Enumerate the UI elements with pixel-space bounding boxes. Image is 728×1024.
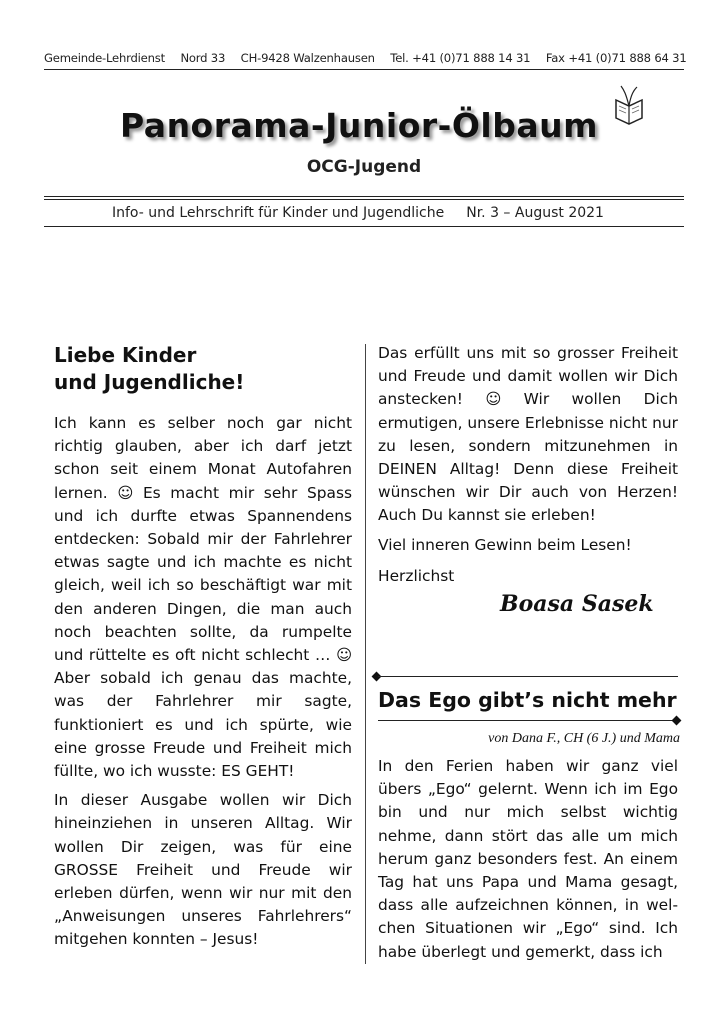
left-column-body (54, 412, 352, 958)
greeting-heading-line2: und Jugendliche! (54, 370, 245, 394)
info-text: Info- und Lehrschrift für Kinder und Jugendliche (112, 205, 445, 221)
header-rule-top (44, 69, 684, 70)
greeting-heading (54, 342, 354, 396)
contact-org: Gemeinde-Lehrdienst (44, 51, 165, 65)
ornament-diamond-right (672, 716, 682, 726)
signature: Boasa Sasek (500, 591, 654, 617)
right-paragraph-2: Viel inneren Gewinn beim Lesen! (378, 535, 632, 554)
open-book-icon (612, 84, 646, 136)
contact-line (44, 51, 687, 65)
article-paragraph-1: In den Ferien haben wir ganz viel übers „Ego“ gelernt. Wenn ich im Ego bin und nur mich selbst wichtig nehme, dann stört das alle um mich herum ganz besonders fest. An einem Tag hat uns Papa und Mama gesagt, dass alle aufzeichnen können, in welchen Situationen wir „Ego“ sind. Ich habe überlegt und gemerkt, dass ich (378, 757, 678, 961)
contact-city: CH-9428 Walzenhausen (240, 51, 375, 65)
right-paragraph-1: Das erfüllt uns mit so grosser Freiheit und Freude und damit wollen wir Dich anstecken! ☺ Wir wollen Dich ermutigen, unsere Erlebnisse nicht nur zu lesen, sondern mitzunehmen in DEINEN Alltag! Denn diese Freiheit wünschen wir Dir auch von Herzen! Auch Du kannst sie erleben! (378, 344, 678, 525)
contact-street: Nord 33 (180, 51, 226, 65)
left-paragraph-2: In dieser Ausgabe wollen wir Dich hineinziehen in unseren Alltag. Wir wollen Dir zeigen, was für eine GROSSE Freiheit und Freude wir erleben dürfen, wenn wir nur mit den „Anweisungen unseres Fahrlehrers“ mitgehen konnten – Jesus! (54, 791, 352, 949)
article-body (378, 755, 678, 970)
masthead-title: Panorama-Junior-Ölbaum (120, 106, 598, 145)
article-byline: von Dana F., CH (6 J.) und Mama (488, 731, 680, 746)
header-rule-bottom (44, 226, 684, 227)
article-rule-top (378, 676, 678, 677)
article-title: Das Ego gibt’s nicht mehr (378, 688, 677, 712)
right-column-body (378, 342, 678, 594)
column-divider (365, 344, 366, 964)
header-rule-double-2 (44, 199, 684, 200)
article-rule-bottom (378, 720, 674, 721)
masthead-subtitle: OCG-Jugend (306, 157, 422, 177)
info-line (112, 205, 604, 221)
contact-phone: Tel. +41 (0)71 888 14 31 (390, 51, 531, 65)
right-paragraph-3: Herzlichst (378, 566, 455, 585)
issue-number: Nr. 3 – August 2021 (466, 205, 604, 221)
header-rule-double-1 (44, 196, 684, 197)
left-paragraph-1: Ich kann es selber noch gar nicht richtig glauben, aber ich darf jetzt schon seit einem Monat Autofahren lernen. ☺ Es macht mir sehr Spass und ich durfte etwas Spannendens entdecken: Sobald mir der Fahrlehrer etwas sagte und ich machte es nicht gleich, weil ich so beschäftigt war mit den anderen Dingen, die man auch noch beachten sollte, da rumpelte und rüttelte es oft nicht schlecht … ☺ Aber sobald ich genau das machte, was der Fahrlehrer mir sagte, funktioniert es und ich spürte, wie eine grosse Freude und Freiheit mich füllte, wo ich wusste: ES GEHT! (54, 414, 352, 781)
contact-fax: Fax +41 (0)71 888 64 31 (545, 51, 687, 65)
greeting-heading-line1: Liebe Kinder (54, 343, 197, 367)
